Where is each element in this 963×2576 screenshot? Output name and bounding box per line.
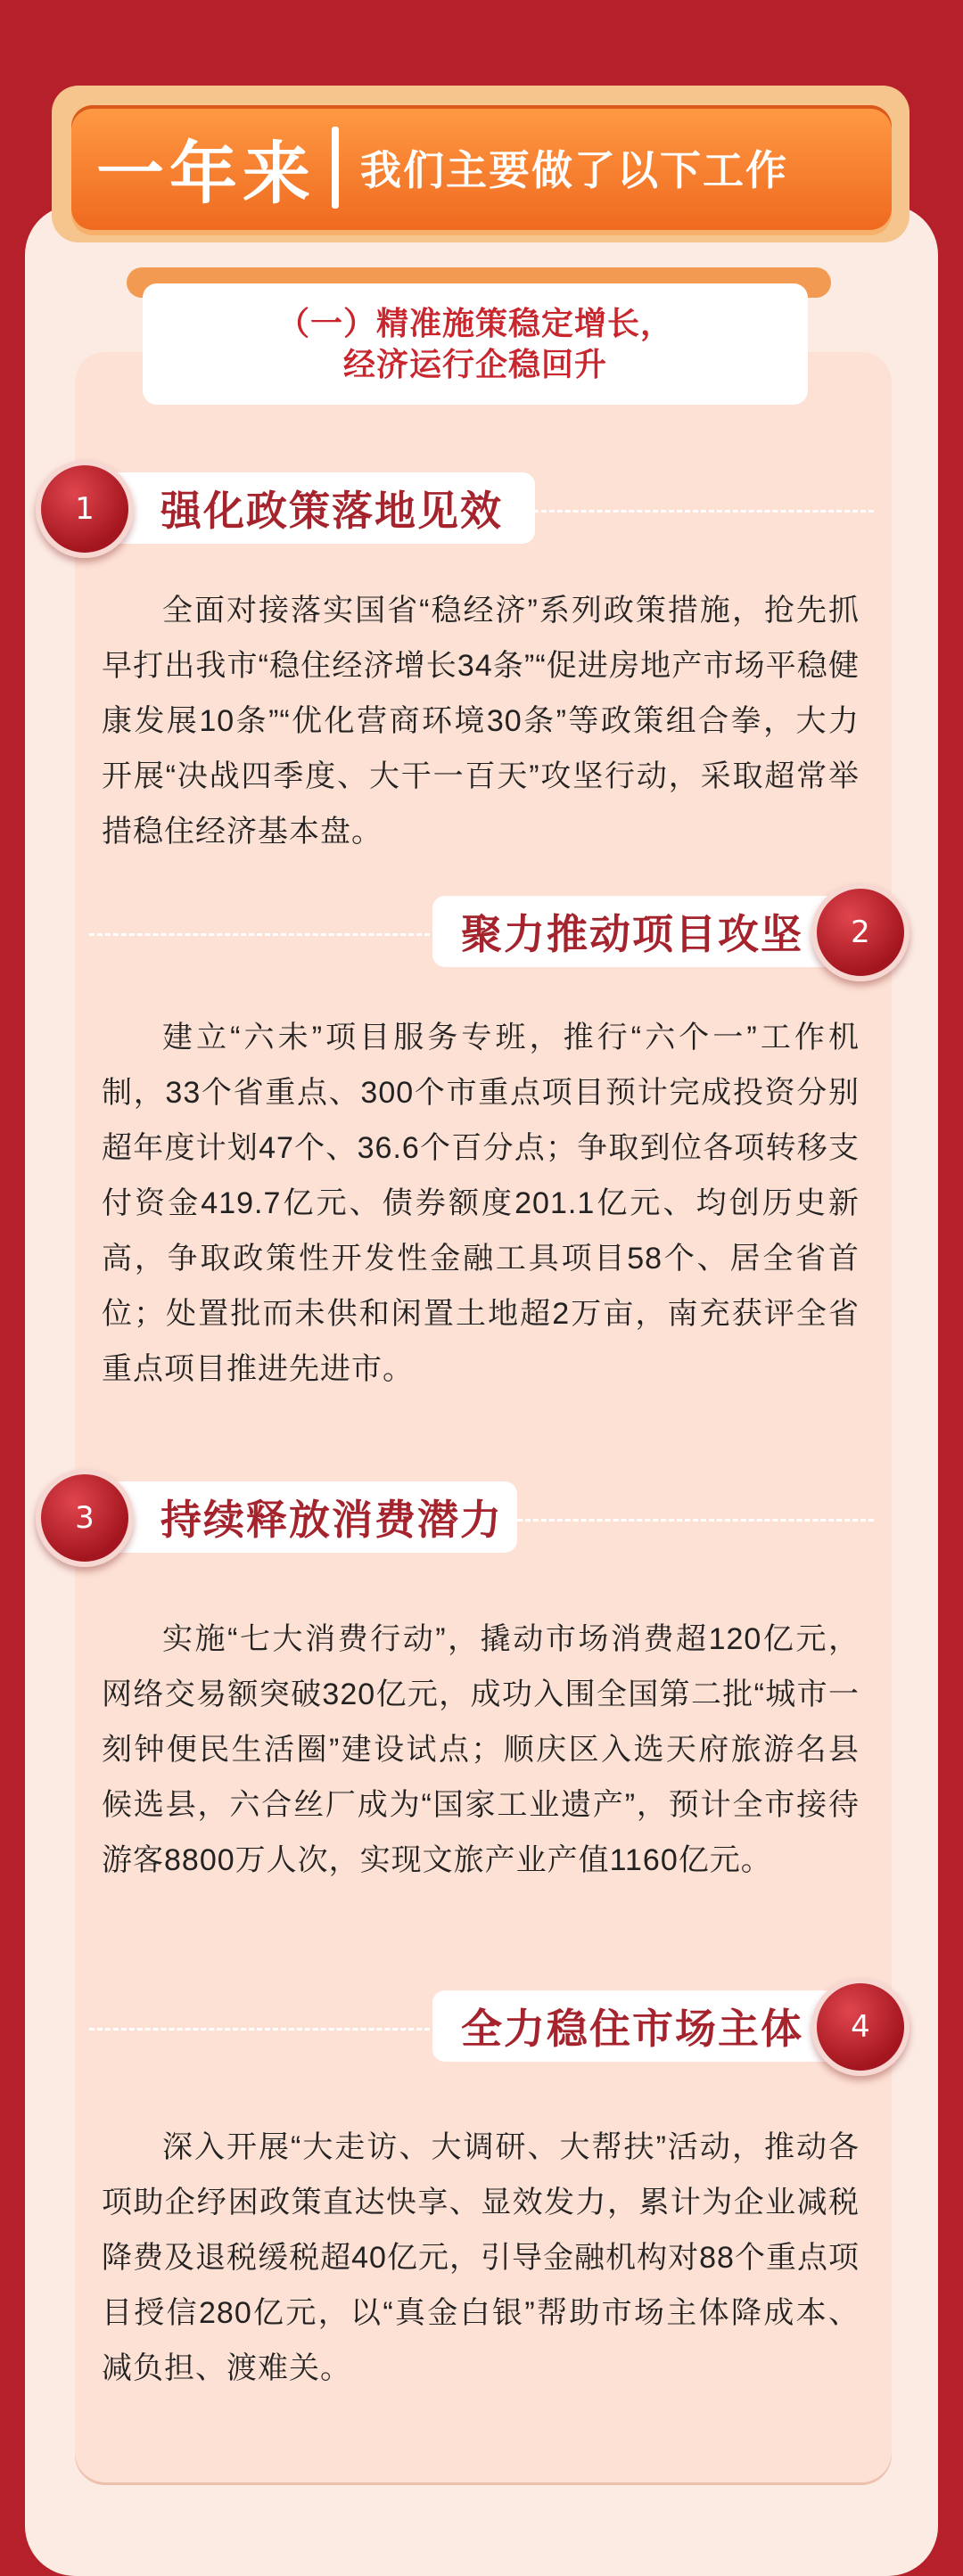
section-title-pill [432,1990,869,2062]
header-title-sub: 我们主要做了以下工作 [360,147,788,193]
section-title: 持续释放消费潜力 [160,1497,503,1543]
header-title-main: 一年来 [96,135,316,212]
section-heading-3 [36,1481,874,1558]
section-heading-4 [89,1990,927,2067]
section-number-badge: 4 [811,1978,910,2076]
section-title-pill [80,1481,517,1553]
header-banner [71,105,892,230]
section-body: 全面对接落实国省“稳经济”系列政策措施，抢先抓早打出我市“稳住经济增长34条”“促进房地产市场平稳健康发展10条”“优化营商环境30条”等政策组合拳，大力开展“决战四季度、大干一百天”攻坚行动，采取超常举措稳住经济基本盘。 [102,594,860,849]
section-heading-1 [36,472,874,549]
subtitle-line-2: 经济运行企稳回升 [342,346,607,382]
section-number-badge: 2 [811,883,910,981]
header-divider [332,127,339,209]
section-number-badge: 3 [36,1469,134,1567]
dashed-divider [517,1519,874,1522]
section-body: 实施“七大消费行动”，撬动市场消费超120亿元，网络交易额突破320亿元，成功入围全国第二批“城市一刻钟便民生活圈”建设试点；顺庆区入选天府旅游名县候选县，六合丝厂成为“国家工业遗产”，预计全市接待游客8800万人次，实现文旅产业产值1160亿元。 [102,1622,860,1877]
dashed-divider [89,2028,446,2030]
dashed-divider [89,933,446,936]
section-title: 强化政策落地见效 [160,488,503,534]
section-heading-2 [89,896,927,972]
section-title-pill [432,896,869,967]
section-title: 聚力推动项目攻坚 [461,911,803,957]
section-subtitle [143,283,808,405]
dashed-divider [517,510,874,513]
section-title: 全力稳住市场主体 [461,2006,803,2052]
section-body: 建立“六未”项目服务专班，推行“六个一”工作机制，33个省重点、300个市重点项目预计完成投资分别超年度计划47个、36.6个百分点；争取到位各项转移支付资金419.7亿元、债券额度201.1亿元、均创历史新高，争取政策性开发性金融工具项目58个、居全省首位；处置批而未供和闲置土地超2万亩，南充获评全省重点项目推进先进市。 [102,1021,860,1386]
section-title-pill [80,472,535,544]
section-body: 深入开展“大走访、大调研、大帮扶”活动，推动各项助企纾困政策直达快享、显效发力，累计为企业减税降费及退税缓税超40亿元，引导金融机构对88个重点项目授信280亿元，以“真金白银”帮助市场主体降成本、减负担、渡难关。 [102,2130,860,2385]
subtitle-line-1: （一）精准施策稳定增长， [276,305,673,341]
section-number-badge: 1 [36,460,134,558]
